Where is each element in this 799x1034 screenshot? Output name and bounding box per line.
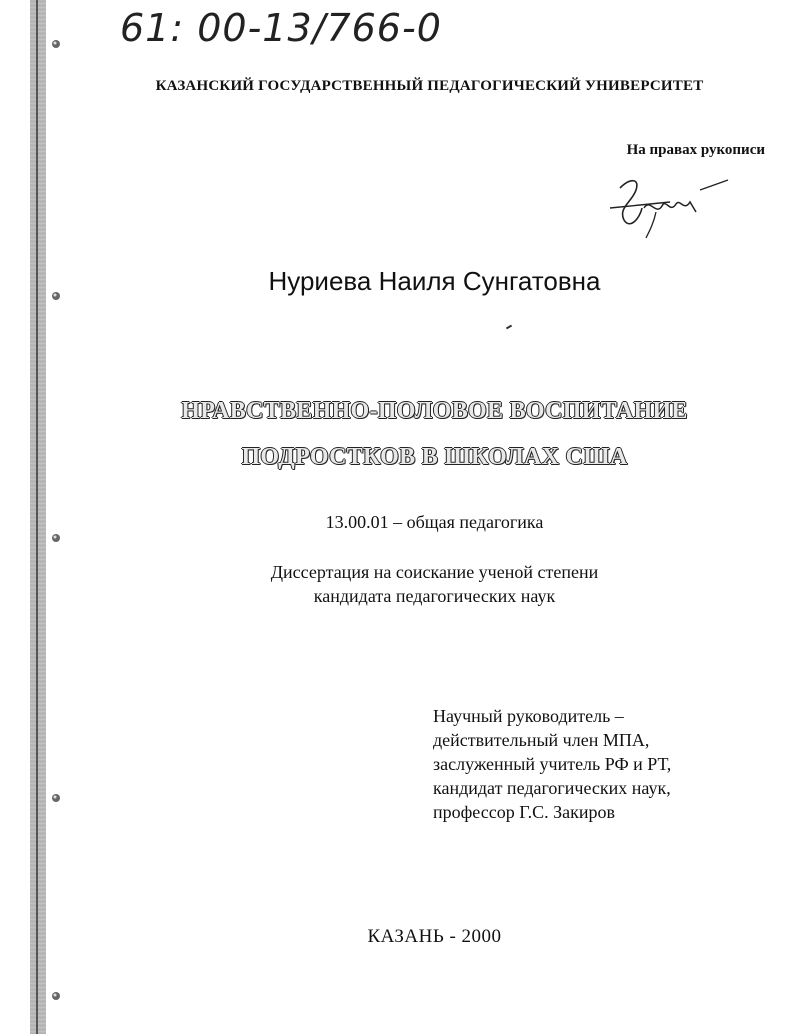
- supervisor-line: Научный руководитель –: [433, 706, 624, 726]
- punch-hole-icon: [50, 38, 62, 50]
- degree-statement: [0, 560, 799, 608]
- supervisor-block: [433, 704, 671, 824]
- supervisor-line: профессор Г.С. Закиров: [433, 802, 615, 822]
- specialty-code: 13.00.01 – общая педагогика: [325, 512, 544, 532]
- scan-speck: [506, 325, 512, 330]
- supervisor-line: кандидат педагогических наук,: [433, 778, 671, 798]
- supervisor-line: действительный член МПА,: [433, 730, 650, 750]
- signature-icon: [600, 168, 740, 248]
- rights-note: На правах рукописи: [626, 142, 765, 158]
- dissertation-title-line-1: НРАВСТВЕННО-ПОЛОВОЕ ВОСПИТАНИЕ: [181, 398, 688, 424]
- university-name: КАЗАНСКИЙ ГОСУДАРСТВЕННЫЙ ПЕДАГОГИЧЕСКИЙ УНИВЕРСИТЕТ: [155, 78, 704, 94]
- punch-hole-icon: [50, 532, 62, 544]
- catalog-number: 61: 00-13/766-0: [120, 6, 442, 50]
- dissertation-title-line-2: ПОДРОСТКОВ В ШКОЛАХ США: [241, 444, 628, 470]
- degree-line-2: кандидата педагогических наук: [313, 586, 556, 606]
- punch-hole-icon: [50, 990, 62, 1002]
- author-name: Нуриева Наиля Сунгатовна: [268, 266, 601, 296]
- supervisor-line: заслуженный учитель РФ и РТ,: [433, 754, 672, 774]
- city-year: КАЗАНЬ - 2000: [367, 926, 502, 947]
- degree-line-1: Диссертация на соискание ученой степени: [270, 562, 599, 582]
- punch-hole-icon: [50, 792, 62, 804]
